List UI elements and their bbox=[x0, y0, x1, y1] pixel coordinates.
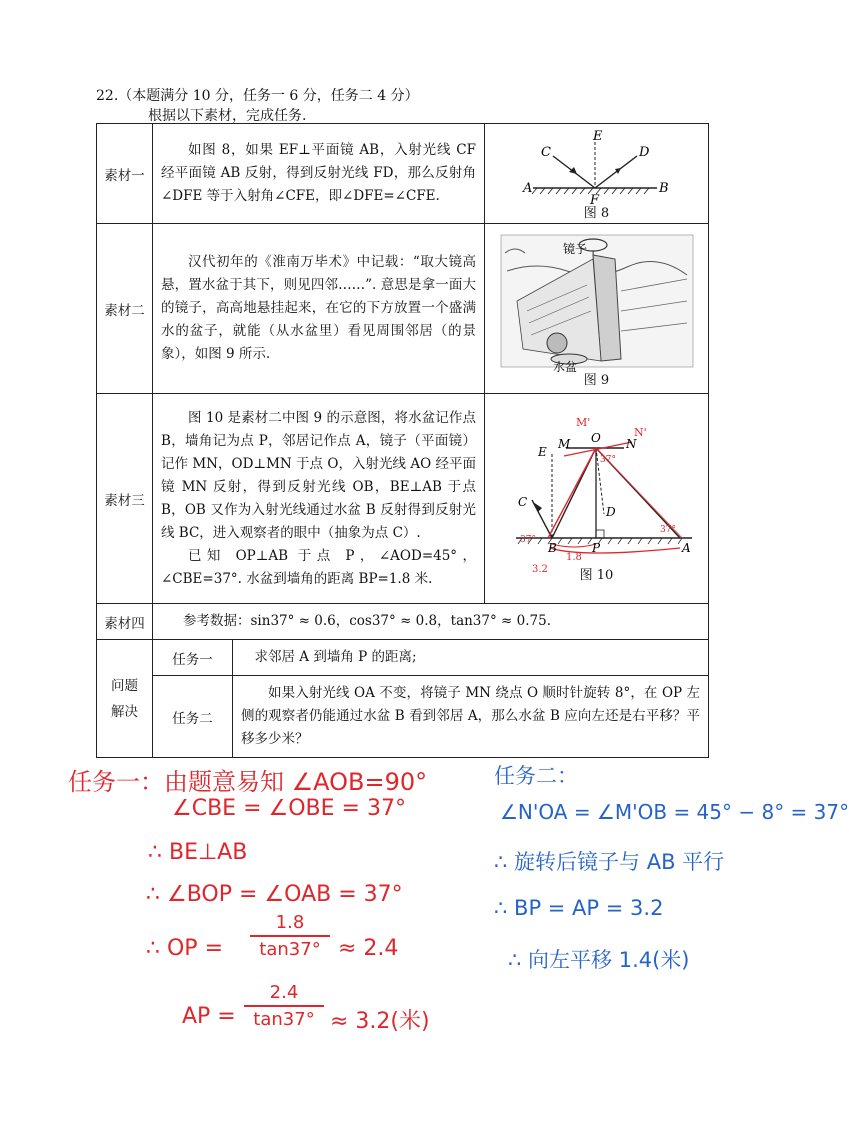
hw-task1-line3: ∴ BE⊥AB bbox=[148, 840, 248, 865]
hw-task2-line3: ∴ 旋转后镜子与 AB 平行 bbox=[494, 850, 725, 874]
material-row-4 bbox=[97, 604, 709, 640]
material-text: 图 10 是素材二中图 9 的示意图，将水盆记作点 B，墙角记为点 P，邻居记作点 A，镜子（平面镜）记作 MN，OD⊥MN 于点 O，入射光线 AO 经平面镜 MN 反射，得到反射光线 OB，BE⊥AB 于点 B，OB 又作为入射光线通过水盆 B 反射得到反射光线 BC，进入观察者的眼中（抽象为点 C）. bbox=[161, 409, 476, 541]
task-label: 任务二 bbox=[153, 676, 233, 758]
material-row-3 bbox=[97, 394, 709, 604]
material-label: 素材一 bbox=[97, 124, 153, 224]
point-b-label: B bbox=[658, 181, 669, 196]
figure-caption: 图 9 bbox=[583, 373, 610, 388]
basin-label: 水盆 bbox=[552, 360, 577, 374]
point-c-label: C bbox=[540, 145, 551, 160]
hw-task1-line6-prefix: AP = bbox=[182, 1004, 236, 1029]
task-row-2 bbox=[97, 676, 709, 758]
fraction-bar bbox=[250, 935, 330, 937]
hw-task2-line4: ∴ BP = AP = 3.2 bbox=[494, 896, 664, 920]
annot-n-prime: N' bbox=[633, 426, 647, 439]
point-d-label: D bbox=[605, 505, 616, 519]
point-b-label: B bbox=[547, 541, 557, 555]
material-text: 参考数据：sin37° ≈ 0.6，cos37° ≈ 0.8，tan37° ≈ 0.75. bbox=[153, 604, 709, 640]
point-a-label: A bbox=[681, 541, 691, 555]
hw-task1-line2: ∠CBE = ∠OBE = 37° bbox=[172, 796, 406, 821]
tasks-label: 问题解决 bbox=[97, 640, 153, 758]
reflection-diagram bbox=[497, 128, 697, 208]
annot-length-bp: 1.8 bbox=[565, 552, 582, 563]
annot-angle-37b: 37° bbox=[659, 525, 676, 535]
material-label: 素材四 bbox=[97, 604, 153, 640]
point-n-label: N bbox=[625, 437, 636, 451]
hw-task2-line1: 任务二： bbox=[494, 764, 578, 788]
point-e-label: E bbox=[537, 445, 547, 459]
annot-angle-37c: 37° bbox=[519, 535, 536, 545]
point-c-label: C bbox=[517, 495, 527, 509]
fraction-numerator: 2.4 bbox=[269, 982, 299, 1003]
fraction-denominator: tan37° bbox=[253, 1009, 315, 1030]
material-text-known: 已知 OP⊥AB 于点 P，∠AOD=45°，∠CBE=37°. 水盆到墙角的距离 BP=1.8 米. bbox=[161, 547, 476, 587]
figure-caption: 图 10 bbox=[579, 568, 614, 583]
question-header: 22.（本题满分 10 分，任务一 6 分，任务二 4 分） bbox=[96, 88, 419, 104]
material-text: 如图 8，如果 EF⊥平面镜 AB，入射光线 CF 经平面镜 AB 反射，得到反射光线 FD，那么反射角∠DFE 等于入射角∠CFE，即∠DFE=∠CFE. bbox=[153, 124, 485, 224]
material-label: 素材二 bbox=[97, 224, 153, 394]
hw-task1-line6-result: ≈ 3.2(米) bbox=[330, 1009, 430, 1034]
question-instruction: 根据以下素材，完成任务. bbox=[148, 108, 307, 124]
hw-task1-fraction-ap bbox=[244, 982, 324, 1030]
fraction-numerator: 1.8 bbox=[275, 912, 305, 933]
figure-9 bbox=[485, 224, 709, 394]
point-f-label: F bbox=[589, 193, 599, 208]
geometry-diagram bbox=[492, 414, 702, 574]
point-a-label: A bbox=[522, 181, 532, 196]
figure-8 bbox=[485, 124, 709, 224]
point-o-label: O bbox=[590, 431, 601, 445]
task-row-1 bbox=[97, 640, 709, 676]
hw-task1-line5-result: ≈ 2.4 bbox=[338, 936, 399, 961]
point-d-label: D bbox=[638, 145, 649, 160]
annot-length-ap: 3.2 bbox=[531, 564, 548, 575]
figure-10 bbox=[485, 394, 709, 604]
hw-task2-line5: ∴ 向左平移 1.4(米) bbox=[508, 948, 690, 972]
hw-task1-line1: 任务一：由题意易知 ∠AOB=90° bbox=[68, 768, 428, 796]
materials-table bbox=[96, 123, 709, 758]
material-row-2 bbox=[97, 224, 709, 394]
point-e-label: E bbox=[592, 129, 602, 144]
ancient-illustration bbox=[497, 231, 697, 374]
point-p-label: P bbox=[591, 541, 600, 555]
annot-m-prime: M' bbox=[575, 416, 590, 429]
point-m-label: M bbox=[557, 437, 570, 451]
fraction-bar bbox=[244, 1005, 324, 1007]
hw-task1-fraction-op bbox=[250, 912, 330, 960]
hw-task1-line4: ∴ ∠BOP = ∠OAB = 37° bbox=[146, 882, 403, 907]
mirror-label: 镜子 bbox=[562, 242, 587, 256]
figure-caption: 图 8 bbox=[583, 206, 610, 221]
material-label: 素材三 bbox=[97, 394, 153, 604]
person-figure bbox=[547, 333, 567, 353]
fraction-denominator: tan37° bbox=[259, 939, 321, 960]
material-row-1 bbox=[97, 124, 709, 224]
annot-angle-37a: 37° bbox=[599, 455, 616, 465]
hw-task1-line5-prefix: ∴ OP = bbox=[146, 936, 223, 961]
task-text: 如果入射光线 OA 不变，将镜子 MN 绕点 O 顺时针旋转 8°，在 OP 左侧的观察者仍能通过水盆 B 看到邻居 A，那么水盆 B 应向左还是右平移？平移多少米？ bbox=[233, 676, 709, 758]
task-text: 求邻居 A 到墙角 P 的距离; bbox=[233, 640, 709, 676]
task-label: 任务一 bbox=[153, 640, 233, 676]
hw-task2-line2: ∠N'OA = ∠M'OB = 45° − 8° = 37° bbox=[500, 800, 849, 824]
material-text: 汉代初年的《淮南万毕术》中记载：“取大镜高悬，置水盆于其下，则见四邻……”. 意思是拿一面大的镜子，高高地悬挂起来，在它的下方放置一个盛满水的盆子，就能（从水盆里）看见周围邻居（的景象），如图 9 所示. bbox=[153, 224, 485, 394]
